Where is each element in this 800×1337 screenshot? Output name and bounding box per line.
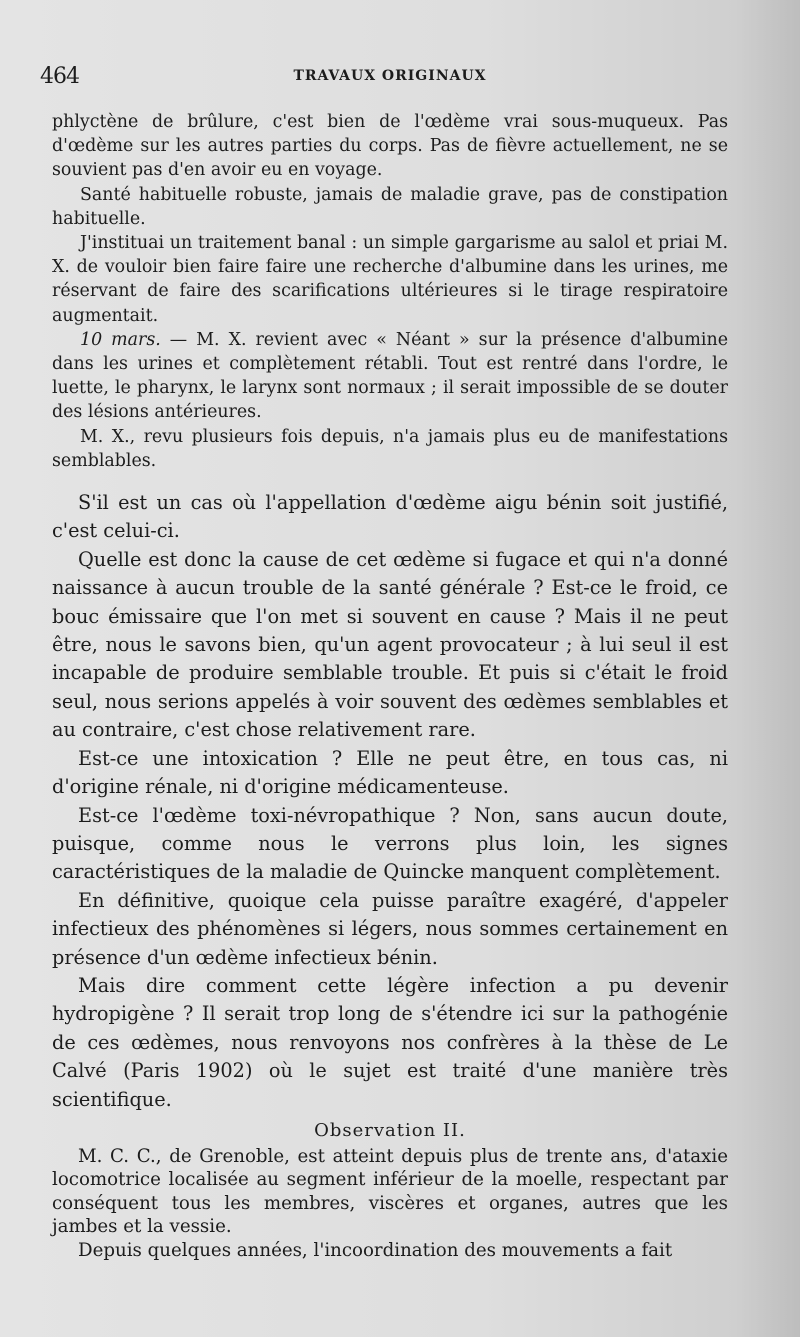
section-gap	[52, 473, 728, 489]
body-text	[52, 110, 728, 1262]
paragraph: Santé habituelle robuste, jamais de maladie grave, pas de constipation habituelle.	[52, 184, 728, 229]
date-label: 10 mars.	[80, 329, 161, 350]
running-head: TRAVAUX ORIGINAUX	[293, 68, 487, 84]
observation-heading: Observation II.	[314, 1119, 466, 1141]
paragraph: S'il est un cas où l'appellation d'œdème aigu bénin soit justifié, c'est celui-ci.	[52, 491, 728, 543]
paragraph: Quelle est donc la cause de cet œdème si fugace et qui n'a donné naissance à aucun trouble de la santé générale ? Est-ce le froid, ce bouc émissaire que l'on met si souvent en cause ? Mais il ne peut être, nous le savons bien, qu'un agent provocateur ; à lui seul il est incapable de produire semblable trouble. Et puis si c'était le froid seul, nous serions appelés à voir souvent des œdèmes semblables et au contraire, c'est chose relativement rare.	[52, 547, 728, 742]
page-number: 464	[40, 64, 79, 89]
page-header	[40, 64, 740, 94]
paragraph: J'instituai un traitement banal : un simple gargarisme au salol et priai M. X. de vouloir bien faire faire une recherche d'albumine dans les urines, me réservant de faire des scarifications ultérieures si le tirage respiratoire augmentait.	[52, 233, 728, 326]
paragraph: En définitive, quoique cela puisse paraître exagéré, d'appeler infectieux des phénomènes si légers, nous sommes certainement en présence d'un œdème infectieux bénin.	[52, 888, 728, 969]
paragraph: Est-ce l'œdème toxi-névropathique ? Non, sans aucun doute, puisque, comme nous le verrons plus loin, les signes caractéristiques de la maladie de Quincke manquent complètement.	[52, 803, 728, 884]
paragraph: Est-ce une intoxication ? Elle ne peut être, en tous cas, ni d'origine rénale, ni d'origine médicamenteuse.	[52, 746, 728, 799]
paragraph: phlyctène de brûlure, c'est bien de l'œdème vrai sous-muqueux. Pas d'œdème sur les autres parties du corps. Pas de fièvre actuellement, ne se souvient pas d'en avoir eu en voyage.	[52, 112, 728, 181]
paragraph: M. C. C., de Grenoble, est atteint depuis plus de trente ans, d'ataxie locomotrice localisée au segment inférieur de la moelle, respectant par conséquent tous les membres, viscères et organes, autres que les jambes et la vessie.	[52, 1145, 728, 1238]
paragraph: Mais dire comment cette légère infection a pu devenir hydropigène ? Il serait trop long de s'étendre ici sur la pathogénie de ces œdèmes, nous renvoyons nos confrères à la thèse de Le Calvé (Paris 1902) où le sujet est traité d'une manière très scientifique.	[52, 973, 728, 1111]
paragraph: Depuis quelques années, l'incoordination des mouvements a fait	[78, 1239, 673, 1261]
paragraph: M. X., revu plusieurs fois depuis, n'a jamais plus eu de manifestations semblables.	[52, 426, 728, 471]
paragraph-text: — M. X. revient avec « Néant » sur la présence d'albumine dans les urines et complètement rétabli. Tout est rentré dans l'ordre, le luette, le pharynx, le larynx sont normaux ; il serait impossible de se douter des lésions antérieures.	[52, 329, 728, 423]
dated-paragraph	[52, 328, 728, 425]
